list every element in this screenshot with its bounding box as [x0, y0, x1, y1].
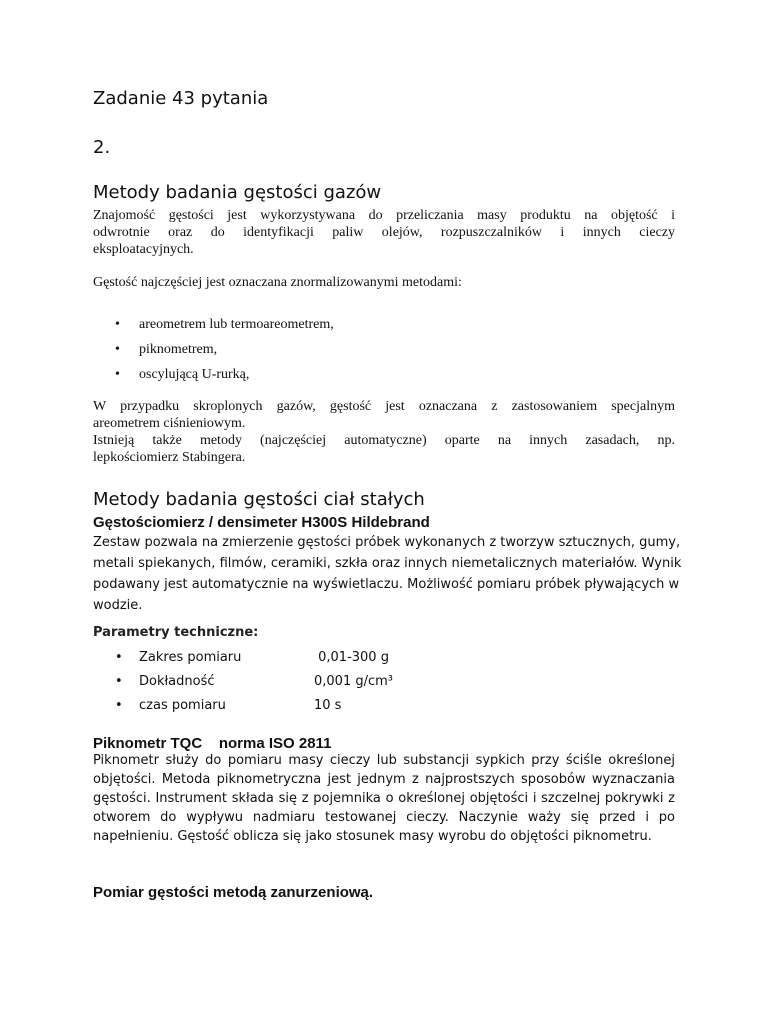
param-key: • czas pomiaru	[139, 698, 226, 713]
text-line: Istnieją także metody (najczęściej automatyczne) oparte na innych zasadach, np.	[93, 433, 675, 448]
list-item: • oscylującą U-rurką,	[93, 366, 334, 391]
text-line: Gęstość najczęściej jest oznaczana znormalizowanymi metodami:	[93, 275, 462, 290]
param-key: • Dokładność	[139, 674, 215, 689]
param-row	[93, 673, 393, 697]
text-line: otworem do wypływu nadmiaru testowanej cieczy. Naczynie waży się przed i po	[93, 810, 675, 825]
param-row	[93, 649, 393, 673]
text-line: Piknometr służy do pomiaru masy cieczy lub substancji sypkich przy ściśle określonej	[93, 753, 675, 768]
document-heading: Zadanie 43 pytania	[93, 88, 269, 109]
question-number: 2.	[93, 137, 111, 158]
text-line: podawany jest automatycznie na wyświetlaczu. Możliwość pomiaru próbek pływających w	[93, 577, 680, 592]
text-line: odwrotnie oraz do identyfikacji paliw olejów, rozpuszczalników i innych cieczy	[93, 225, 675, 240]
device-title: Gęstościomierz / densimeter H300S Hildebrand	[93, 514, 430, 531]
params-label: Parametry techniczne:	[93, 625, 259, 640]
text-line: napełnieniu. Gęstość oblicza się jako stosunek masy wyrobu do objętości piknometru.	[93, 829, 652, 844]
gases-paragraph-2	[93, 274, 675, 291]
solids-description	[93, 532, 682, 616]
param-key: • Zakres pomiaru	[139, 650, 242, 665]
gases-paragraph-3	[93, 398, 675, 466]
param-value: 0,01-300 g	[314, 650, 389, 665]
text-line: objętości. Metoda piknometryczna jest jednym z najprostszych sposobów wyznaczania	[93, 772, 675, 787]
text-line: metali spiekanych, filmów, ceramiki, szkła oraz innych niemetalicznych materiałów. Wynik	[93, 556, 682, 571]
param-value: 10 s	[314, 698, 342, 713]
text-line: Zestaw pozwala na zmierzenie gęstości próbek wykonanych z tworzyw sztucznych, gumy,	[93, 535, 681, 550]
section-title-solids: Metody badania gęstości ciał stałych	[93, 489, 425, 510]
text-line: eksploatacyjnych.	[93, 242, 194, 257]
text-line: areometrem ciśnieniowym.	[93, 416, 246, 431]
gases-paragraph-1	[93, 207, 675, 258]
list-item: • areometrem lub termoareometrem,	[93, 316, 334, 341]
text-line: Znajomość gęstości jest wykorzystywana do przeliczania masy produktu na objętość i	[93, 208, 675, 223]
param-value: 0,001 g/cm³	[314, 674, 394, 689]
immersion-title: Pomiar gęstości metodą zanurzeniową.	[93, 884, 374, 901]
methods-list	[93, 316, 334, 391]
text-line: wodzie.	[93, 598, 143, 613]
pycnometer-title: Piknometr TQC norma ISO 2811	[93, 735, 332, 752]
text-line: gęstości. Instrument składa się z pojemnika o określonej objętości i szczelnej pokrywki z	[93, 791, 675, 806]
section-title-gases: Metody badania gęstości gazów	[93, 182, 382, 203]
param-row	[93, 697, 393, 721]
pycnometer-description	[93, 751, 675, 846]
text-line: W przypadku skroplonych gazów, gęstość jest oznaczana z zastosowaniem specjalnym	[93, 399, 675, 414]
text-line: lepkościomierz Stabingera.	[93, 450, 246, 465]
list-item: • piknometrem,	[93, 341, 334, 366]
params-list	[93, 649, 393, 721]
